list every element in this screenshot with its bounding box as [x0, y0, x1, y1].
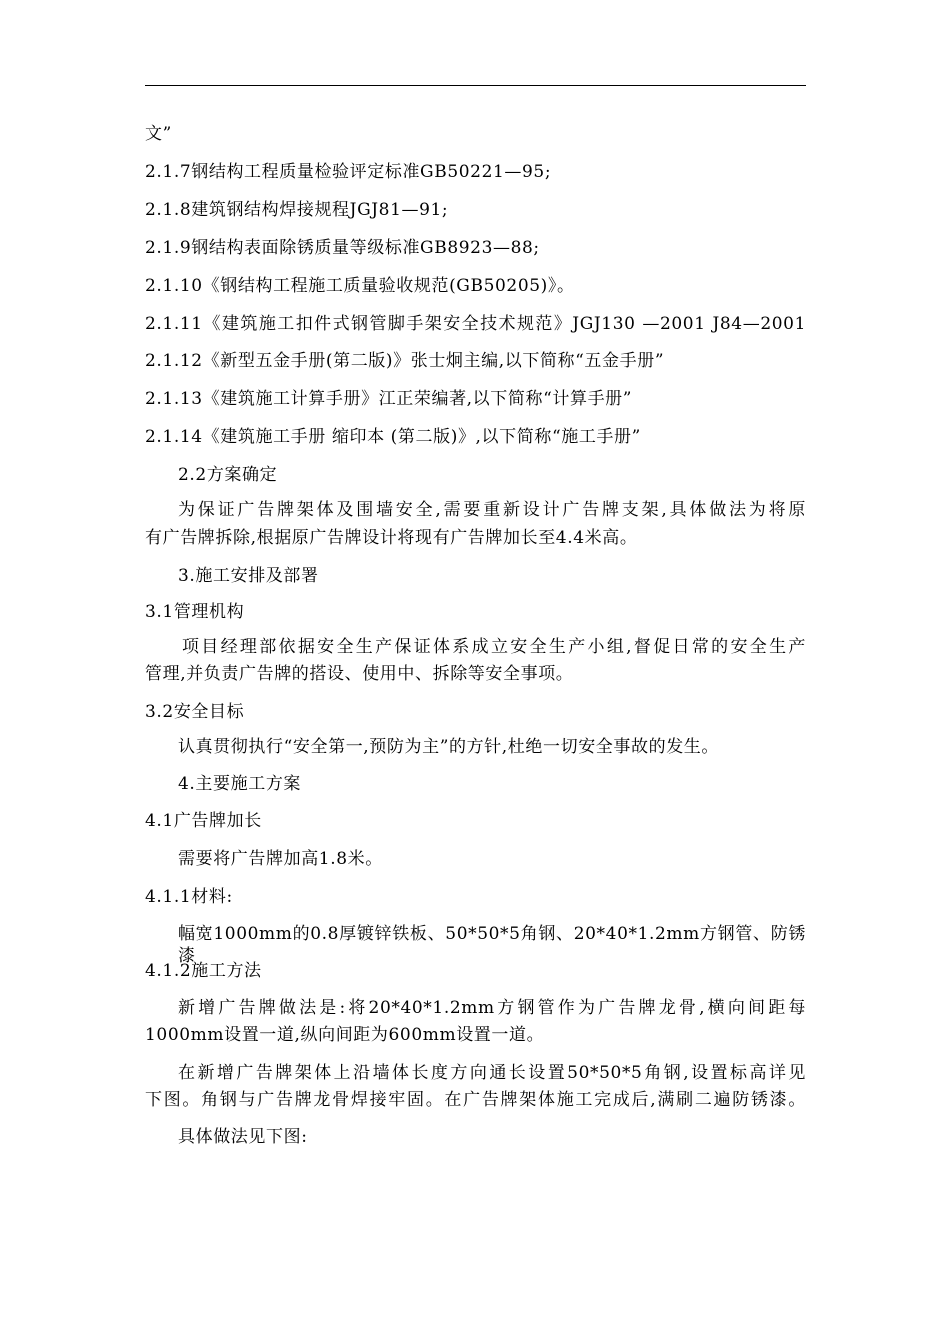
subsection-heading: 3.1管理机构 [145, 602, 245, 622]
text-line: 文” [145, 124, 172, 144]
subsection-heading: 3.2安全目标 [145, 702, 245, 722]
paragraph-line: 需要将广告牌加高1.8米。 [178, 849, 383, 869]
paragraph-line: 为保证广告牌架体及围墙安全,需要重新设计广告牌支架,具体做法为将原 [178, 500, 806, 520]
subsection-heading: 4.1.1材料: [145, 887, 233, 907]
paragraph-line: 1000mm设置一道,纵向间距为600mm设置一道。 [145, 1025, 545, 1045]
header-rule [145, 85, 806, 86]
reference-item: 2.1.9钢结构表面除锈质量等级标准GB8923—88; [145, 238, 540, 258]
section-heading: 2.2方案确定 [178, 465, 278, 485]
paragraph-line: 新增广告牌做法是:将20*40*1.2mm方钢管作为广告牌龙骨,横向间距每 [178, 998, 806, 1018]
reference-item: 2.1.14《建筑施工手册 缩印本 (第二版)》,以下简称“施工手册” [145, 427, 641, 447]
reference-item: 2.1.11《建筑施工扣件式钢管脚手架安全技术规范》JGJ130 —2001 J84—2001 [145, 314, 806, 334]
paragraph-line: 管理,并负责广告牌的搭设、使用中、拆除等安全事项。 [145, 664, 574, 684]
subsection-heading: 4.1.2施工方法 [145, 961, 262, 981]
paragraph-line: 具体做法见下图: [178, 1127, 308, 1147]
section-heading: 3.施工安排及部署 [178, 566, 319, 586]
subsection-heading: 4.1广告牌加长 [145, 811, 262, 831]
paragraph-line: 认真贯彻执行“安全第一,预防为主”的方针,杜绝一切安全事故的发生。 [178, 737, 719, 757]
section-heading: 4.主要施工方案 [178, 774, 302, 794]
reference-item: 2.1.8建筑钢结构焊接规程JGJ81—91; [145, 200, 449, 220]
paragraph-line: 在新增广告牌架体上沿墙体长度方向通长设置50*50*5角钢,设置标高详见 [178, 1063, 806, 1083]
paragraph-line: 幅宽1000mm的0.8厚镀锌铁板、50*50*5角钢、20*40*1.2mm方钢管、防锈漆 [178, 924, 806, 966]
reference-item: 2.1.10《钢结构工程施工质量验收规范(GB50205)》。 [145, 276, 575, 296]
paragraph-line: 项目经理部依据安全生产保证体系成立安全生产小组,督促日常的安全生产 [182, 637, 806, 657]
paragraph-line: 下图。角钢与广告牌龙骨焊接牢固。在广告牌架体施工完成后,满刷二遍防锈漆。 [145, 1090, 806, 1110]
reference-item: 2.1.13《建筑施工计算手册》江正荣编著,以下简称“计算手册” [145, 389, 633, 409]
paragraph-line: 有广告牌拆除,根据原广告牌设计将现有广告牌加长至4.4米高。 [145, 528, 638, 548]
reference-item: 2.1.7钢结构工程质量检验评定标准GB50221—95; [145, 162, 552, 182]
reference-item: 2.1.12《新型五金手册(第二版)》张士炯主编,以下简称“五金手册” [145, 351, 665, 371]
